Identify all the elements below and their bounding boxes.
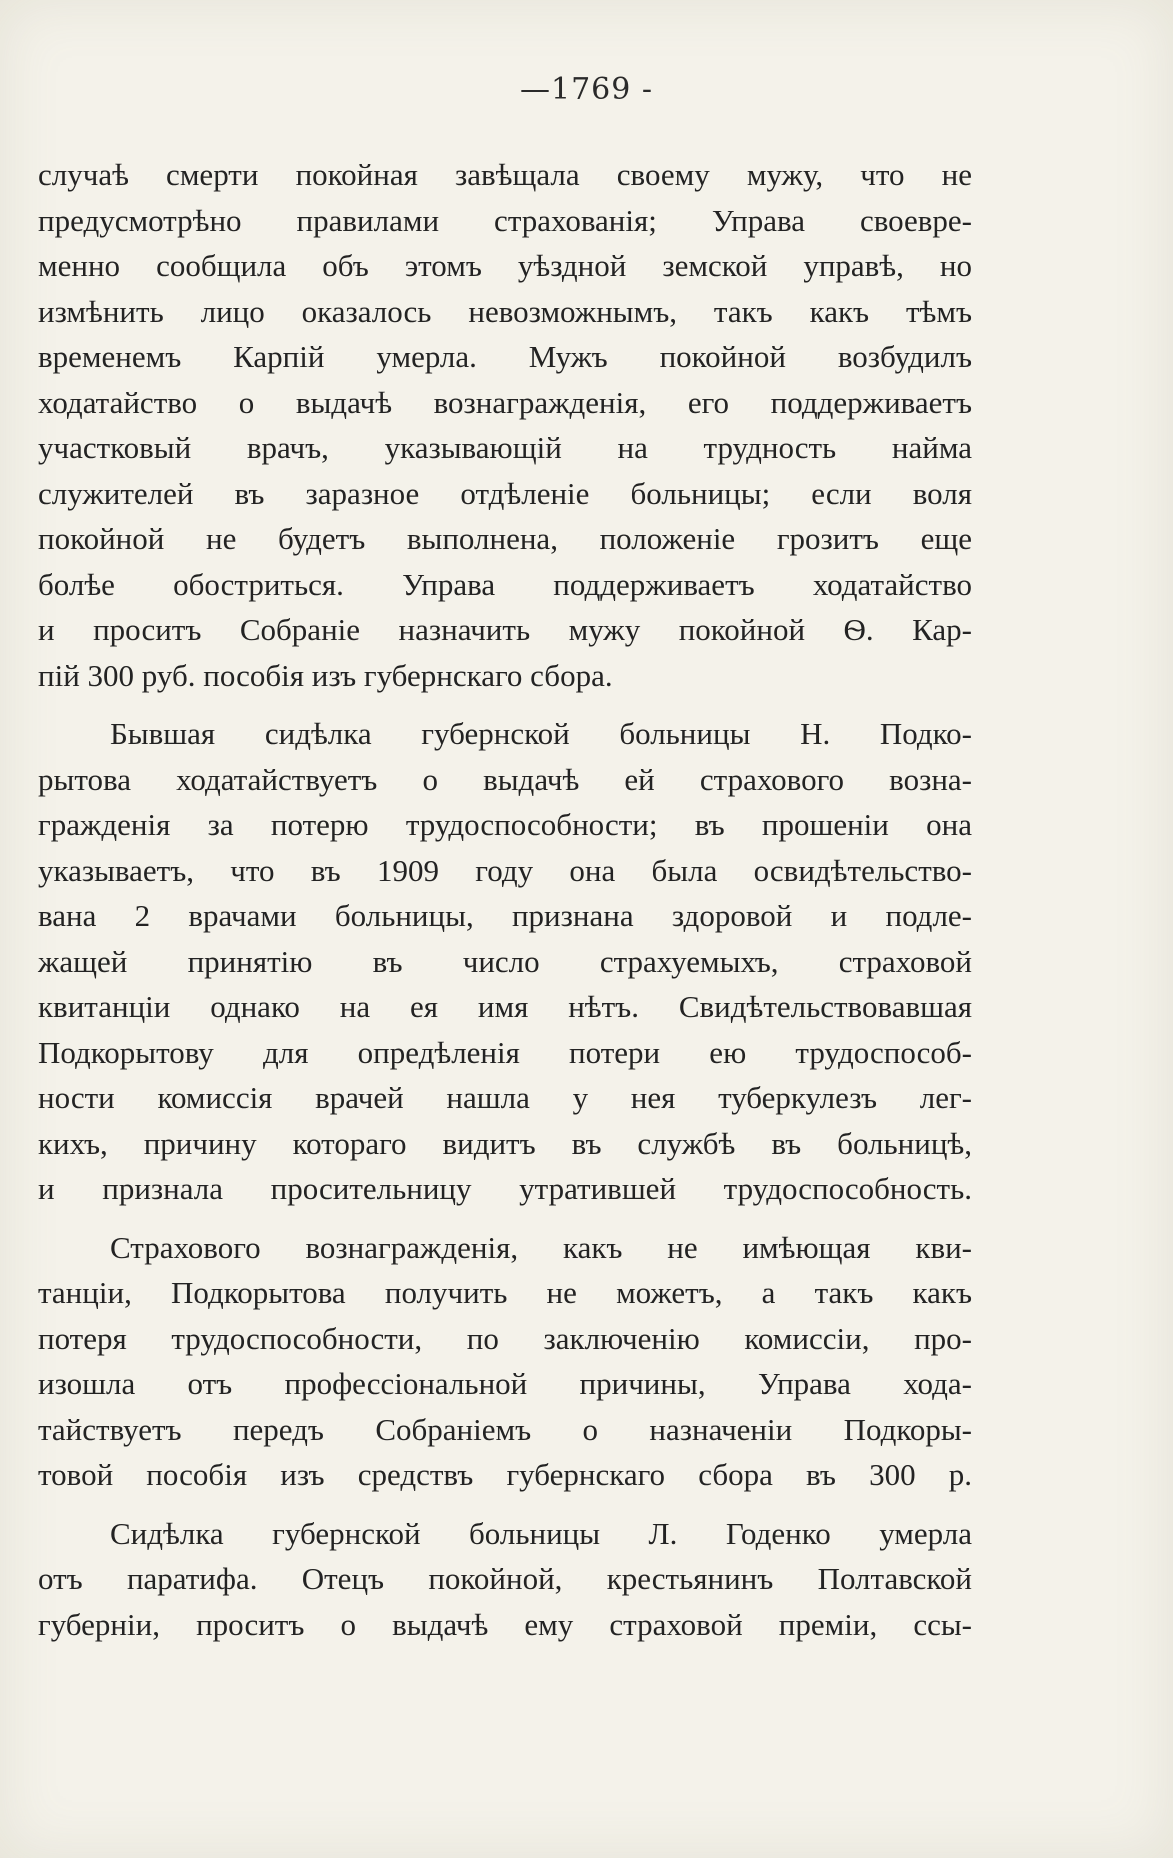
text-line: танціи, Подкорытова получить не можетъ, а такъ какъ [38,1275,972,1310]
text-line: и признала просительницу утратившей трудоспособность. [38,1171,972,1206]
text-line: товой пособія изъ средствъ губернскаго сбора въ 300 р. [38,1457,972,1492]
text-line: временемъ Карпій умерла. Мужъ покойной возбудилъ [38,339,972,374]
text-line: Бывшая сидѣлка губернской больницы Н. Подко- [110,716,972,751]
text-line: потеря трудоспособности, по заключенію комиссіи, про- [38,1320,972,1356]
text-line: вана 2 врачами больницы, признана здоровой и подле- [38,898,972,933]
text-line: гражденія за потерю трудоспособности; въ прошеніи она [38,807,972,842]
text-line: и проситъ Собраніе назначить мужу покойной Ѳ. Кар- [38,612,972,647]
text-line: участковый врачъ, указывающій на трудность найма [38,430,972,465]
paragraph-3 [38,1225,972,1498]
text-line: тайствуетъ передъ Собраніемъ о назначеніи Подкоры- [38,1411,972,1447]
text-line: покойной не будетъ выполнена, положеніе грозитъ еще [38,521,972,556]
text-line: кихъ, причину котораго видитъ въ службѣ въ больницѣ, [38,1125,972,1161]
text-line: измѣнить лицо оказалось невозможнымъ, такъ какъ тѣмъ [38,293,972,329]
text-line: изошла отъ профессіональной причины, Управа хода- [38,1366,972,1401]
text-line: служителей въ заразное отдѣленіе больницы; если воля [38,475,972,511]
page-number: —1769 - [519,72,654,107]
text-line: рытова ходатайствуетъ о выдачѣ ей страхового возна- [38,761,972,797]
paragraph-1 [38,152,972,698]
paragraph-gap [38,1212,972,1225]
paragraph-gap [38,698,972,711]
text-line: отъ паратифа. Отецъ покойной, крестьянинъ Полтавской [38,1561,972,1596]
text-line: предусмотрѣно правилами страхованія; Управа своевре- [38,202,972,238]
text-line: Подкорытову для опредѣленія потери ею трудоспособ- [38,1034,972,1070]
text-line: квитанціи однако на ея имя нѣтъ. Свидѣтельствовавшая [38,989,972,1024]
text-line: менно сообщила объ этомъ уѣздной земской управѣ, но [38,248,972,283]
text-line: указываетъ, что въ 1909 году она была освидѣтельство- [38,852,972,888]
paragraph-4 [38,1511,972,1648]
text-line: ходатайство о выдачѣ вознагражденія, его поддерживаетъ [38,384,972,420]
paragraph-gap [38,1498,972,1511]
text-line: болѣе обостриться. Управа поддерживаетъ ходатайство [38,566,972,602]
text-line: пій 300 руб. пособія изъ губернскаго сбора. [38,657,613,693]
page-body [38,152,972,1647]
text-line: Сидѣлка губернской больницы Л. Годенко умерла [110,1515,972,1551]
text-line: ности комиссія врачей нашла у нея туберкулезъ лег- [38,1080,972,1115]
text-line: жащей принятію въ число страхуемыхъ, страховой [38,943,972,979]
text-line: случаѣ смерти покойная завѣщала своему мужу, что не [38,157,972,192]
text-line: Страхового вознагражденія, какъ не имѣющая кви- [110,1229,972,1265]
paragraph-2 [38,711,972,1212]
text-line: губерніи, проситъ о выдачѣ ему страховой преміи, ссы- [38,1606,972,1642]
